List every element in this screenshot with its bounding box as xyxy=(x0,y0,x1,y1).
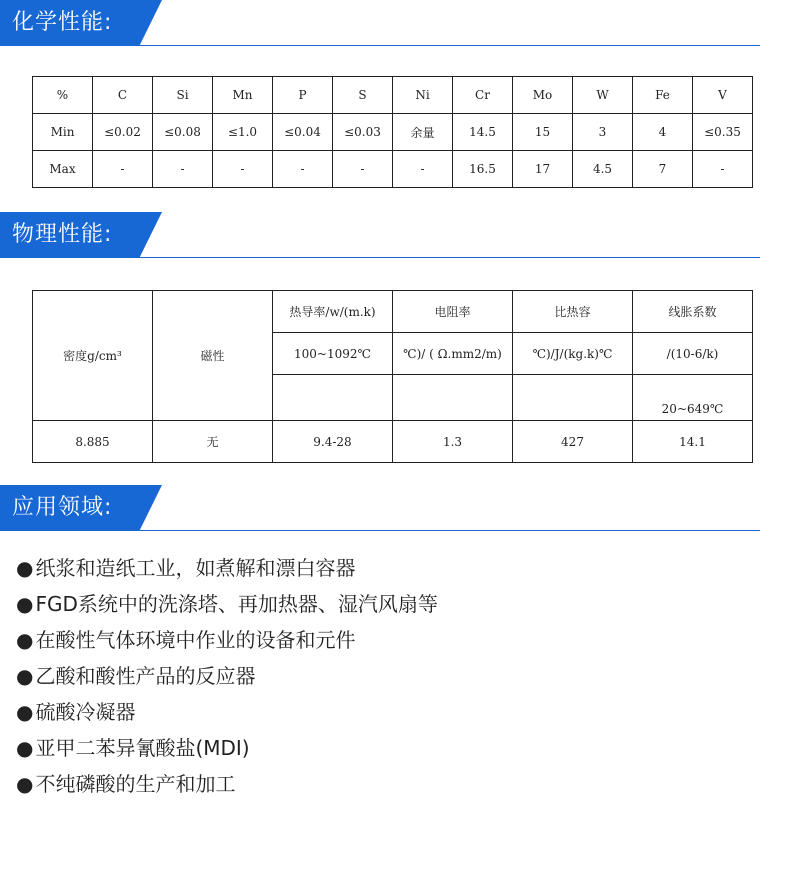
resistivity-header: 电阻率 xyxy=(393,291,513,333)
specific-heat-value-cell: 427 xyxy=(513,421,633,463)
table-cell xyxy=(393,375,513,421)
list-item-text: 在酸性气体环境中作业的设备和元件 xyxy=(35,628,356,652)
table-cell: ≤0.04 xyxy=(273,114,333,151)
header-cell: W xyxy=(573,77,633,114)
header-cell: Ni xyxy=(393,77,453,114)
section-title-applications: 应用领域: xyxy=(12,495,113,520)
list-item-text: 亚甲二苯异氰酸盐(MDI) xyxy=(35,736,250,760)
applications-list xyxy=(16,550,438,802)
table-cell: ≤0.08 xyxy=(153,114,213,151)
header-cell: S xyxy=(333,77,393,114)
table-cell: - xyxy=(153,151,213,188)
specific-heat-unit-cell: ℃)/J/(kg.k)℃ xyxy=(513,333,633,375)
chemical-composition-table xyxy=(32,76,753,188)
bullet-icon: ● xyxy=(16,772,34,796)
table-cell xyxy=(273,375,393,421)
header-rule xyxy=(0,257,760,258)
list-item xyxy=(16,550,438,586)
table-cell: ≤0.02 xyxy=(93,114,153,151)
table-cell xyxy=(513,375,633,421)
density-label-cell: 密度g/cm³ xyxy=(33,291,153,421)
table-cell: 14.5 xyxy=(453,114,513,151)
table-row xyxy=(33,421,753,463)
header-cell: P xyxy=(273,77,333,114)
bullet-icon: ● xyxy=(16,664,34,688)
table-cell: 4 xyxy=(633,114,693,151)
table-cell: - xyxy=(273,151,333,188)
table-cell: ≤0.03 xyxy=(333,114,393,151)
header-cell: Cr xyxy=(453,77,513,114)
table-cell: 17 xyxy=(513,151,573,188)
expansion-unit-cell: /(10-6/k) xyxy=(633,333,753,375)
section-header-chemical xyxy=(0,0,760,46)
table-cell: - xyxy=(213,151,273,188)
table-row xyxy=(33,151,753,188)
list-item-text: 硫酸冷凝器 xyxy=(35,700,136,724)
list-item-text: FGD系统中的洗涤塔、再加热器、湿汽风扇等 xyxy=(35,592,438,616)
section-header-applications xyxy=(0,485,760,531)
section-title-chemical: 化学性能: xyxy=(12,10,113,35)
table-cell: 15 xyxy=(513,114,573,151)
list-item xyxy=(16,658,438,694)
resistivity-value-cell: 1.3 xyxy=(393,421,513,463)
header-rule xyxy=(0,530,760,531)
bullet-icon: ● xyxy=(16,592,34,616)
table-cell: ≤0.35 xyxy=(693,114,753,151)
table-row xyxy=(33,77,753,114)
list-item-text: 纸浆和造纸工业，如煮解和漂白容器 xyxy=(35,556,356,580)
table-cell: Min xyxy=(33,114,93,151)
specific-heat-header: 比热容 xyxy=(513,291,633,333)
table-cell: - xyxy=(393,151,453,188)
header-cell: Mo xyxy=(513,77,573,114)
list-item xyxy=(16,586,438,622)
list-item xyxy=(16,622,438,658)
list-item xyxy=(16,694,438,730)
table-row xyxy=(33,291,753,333)
table-cell: 4.5 xyxy=(573,151,633,188)
header-cell: C xyxy=(93,77,153,114)
physical-properties-table xyxy=(32,290,753,463)
thermal-conductivity-header: 热导率/w/(m.k) xyxy=(273,291,393,333)
bullet-icon: ● xyxy=(16,700,34,724)
list-item xyxy=(16,766,438,802)
table-cell: 余量 xyxy=(393,114,453,151)
list-item-text: 乙酸和酸性产品的反应器 xyxy=(35,664,256,688)
thermal-range-cell: 100~1092℃ xyxy=(273,333,393,375)
resistivity-unit-cell: ℃)/ ( Ω.mm2/m) xyxy=(393,333,513,375)
header-rule xyxy=(0,45,760,46)
table-cell: - xyxy=(93,151,153,188)
section-header-physical xyxy=(0,212,760,258)
table-cell: - xyxy=(333,151,393,188)
expansion-range-cell: 20~649℃ xyxy=(633,375,753,421)
section-title-physical: 物理性能: xyxy=(12,222,113,247)
header-cell: V xyxy=(693,77,753,114)
table-cell: - xyxy=(693,151,753,188)
list-item xyxy=(16,730,438,766)
expansion-header: 线胀系数 xyxy=(633,291,753,333)
magnetism-value-cell: 无 xyxy=(153,421,273,463)
table-cell: 16.5 xyxy=(453,151,513,188)
table-cell: ≤1.0 xyxy=(213,114,273,151)
header-cell: Fe xyxy=(633,77,693,114)
thermal-conductivity-value-cell: 9.4-28 xyxy=(273,421,393,463)
header-cell: % xyxy=(33,77,93,114)
bullet-icon: ● xyxy=(16,628,34,652)
bullet-icon: ● xyxy=(16,556,34,580)
table-row xyxy=(33,114,753,151)
list-item-text: 不纯磷酸的生产和加工 xyxy=(35,772,236,796)
expansion-value-cell: 14.1 xyxy=(633,421,753,463)
header-cell: Mn xyxy=(213,77,273,114)
magnetism-label-cell: 磁性 xyxy=(153,291,273,421)
table-cell: 3 xyxy=(573,114,633,151)
table-cell: Max xyxy=(33,151,93,188)
table-cell: 7 xyxy=(633,151,693,188)
header-cell: Si xyxy=(153,77,213,114)
density-value-cell: 8.885 xyxy=(33,421,153,463)
bullet-icon: ● xyxy=(16,736,34,760)
